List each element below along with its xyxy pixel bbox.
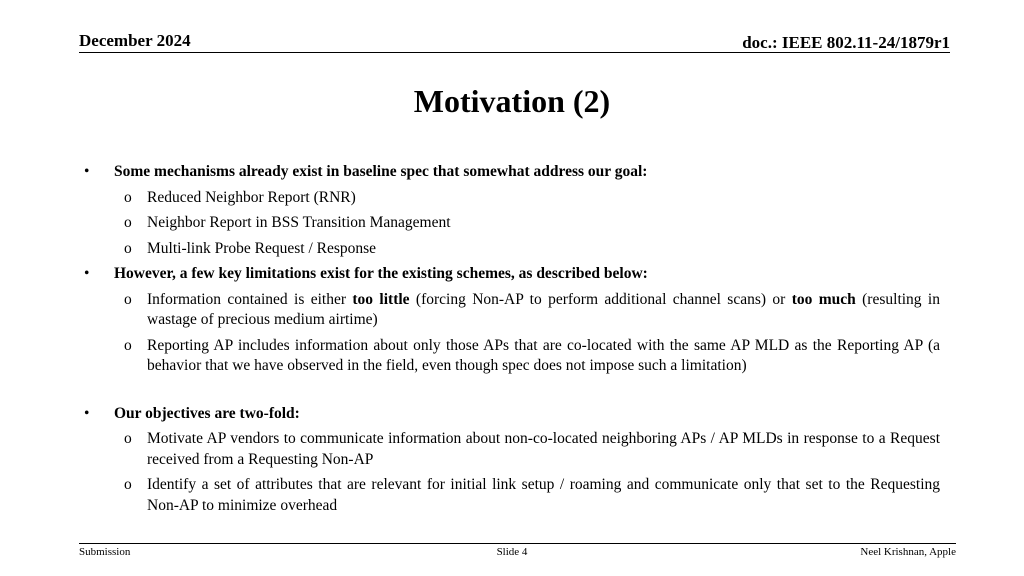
sub-bullet-marker: o (124, 239, 132, 257)
slide-title: Motivation (2) (413, 83, 611, 119)
slide-body (84, 157, 940, 516)
sub-bullet (84, 336, 940, 377)
sub-bullet (84, 290, 940, 331)
sub-bullet-marker: o (124, 336, 132, 354)
footer-slide-number: Slide 4 (496, 546, 528, 558)
bullet-marker: • (84, 265, 90, 282)
sub-bullet (84, 475, 940, 516)
sub-bullet (84, 239, 940, 260)
sub-bullet-text: Reporting AP includes information about only those APs that are co-located with the same AP MLD as the Reporting AP (a behavior that we have observed in the field, even though spec does not impose such a limitation) (147, 336, 940, 374)
sub-bullet-marker: o (124, 188, 132, 206)
sub-bullet-marker: o (124, 476, 132, 493)
bullet-text: Our objectives are two-fold: (114, 404, 300, 422)
sub-bullet-text: Multi-link Probe Request / Response (147, 239, 377, 257)
text-run: Information contained is either (147, 290, 353, 308)
text-run: (resulting in wastage of precious medium airtime) (147, 290, 940, 328)
sub-bullet (84, 213, 940, 234)
sub-bullet-marker: o (124, 290, 132, 308)
text-run: (forcing Non-AP to perform additional channel scans) or (409, 290, 792, 308)
sub-bullet (84, 188, 940, 209)
bullet-marker: • (84, 404, 90, 422)
footer-author: Neel Krishnan, Apple (860, 546, 956, 558)
sub-bullet (84, 429, 940, 470)
sub-bullet-text: Motivate AP vendors to communicate information about non-co-located neighboring APs / AP MLDs in response to a Request received from a Requesting Non-AP (147, 430, 940, 468)
emphasis-too-much: too much (791, 290, 856, 308)
bullet-objectives (84, 404, 940, 425)
header-divider (79, 52, 950, 53)
footer-divider (79, 543, 956, 544)
bullet-text: Some mechanisms already exist in baseline spec that somewhat address our goal: (114, 163, 648, 180)
bullet-text: However, a few key limitations exist for the existing schemes, as described below: (114, 265, 648, 282)
bullet-limitations (84, 264, 940, 285)
emphasis-too-little: too little (352, 290, 410, 308)
header-doc-id: doc.: IEEE 802.11-24/1879r1 (742, 33, 950, 52)
footer-submission: Submission (79, 546, 131, 558)
sub-bullet-marker: o (124, 214, 132, 231)
header-date: December 2024 (79, 31, 191, 50)
sub-bullet-text: Reduced Neighbor Report (RNR) (147, 188, 356, 206)
sub-bullet-text: Identify a set of attributes that are relevant for initial link setup / roaming and communicate only that set to the Requesting Non-AP to minimize overhead (147, 476, 940, 514)
sub-bullet-marker: o (124, 430, 132, 447)
bullet-marker: • (84, 163, 90, 180)
sub-bullet-text (147, 291, 940, 329)
sub-bullet-text: Neighbor Report in BSS Transition Management (147, 214, 451, 231)
bullet-existing-mechanisms (84, 162, 940, 183)
